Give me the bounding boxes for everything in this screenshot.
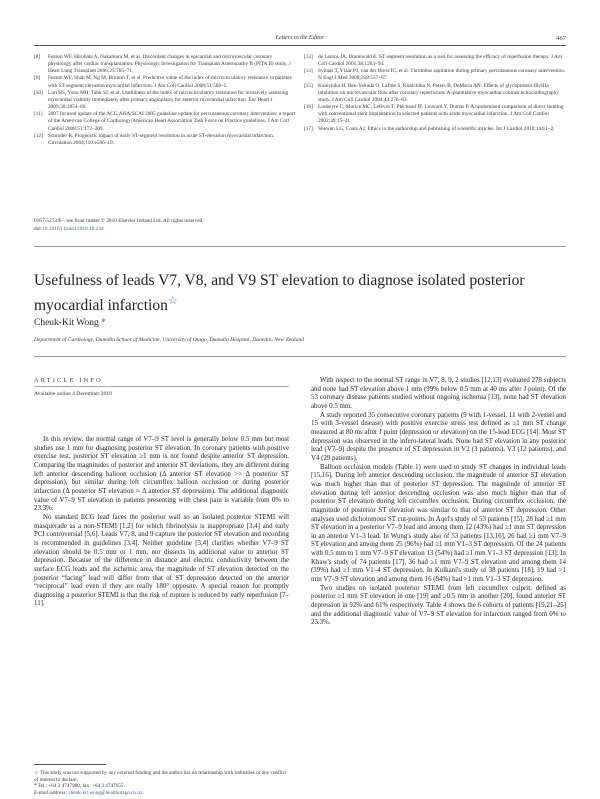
footnote-rule — [34, 764, 106, 765]
author-name: Cheuk-Kit Wong * — [34, 318, 106, 328]
email-link[interactable]: cheuk-kit.wong@healthotago.co.nz. — [68, 789, 144, 796]
reference-item[interactable]: [16] Loubeyre C, Morice MC, Lefèvre T, Piéchaud JF, Louvard Y, Dumas P. A randomized comparison of direct stenting with conventional stent implantation in selected patients with acute myocardial infarction. J Am Coll Cardiol 2002;39:15–21. — [304, 104, 564, 125]
funding-footnote: ☆ This study was not supported by any external funding and the author has no relationship with industries or any conflict of interest to declare. — [34, 770, 287, 783]
reference-item[interactable]: [10] Lim HS, Yoon MH, Tahk SJ, et al. Usefulness of the index of microcirculatory resistance for invasively assessing myocardial viability immediately after primary angioplasty for anterior myocardial infarction. Eur Heart J 2009;30:2854–60. — [34, 89, 289, 111]
footnotes — [34, 770, 289, 796]
article-info-heading: ARTICLE INFO — [34, 377, 103, 384]
page-number: 467 — [556, 35, 566, 42]
reference-item[interactable]: [17] Shewan LG, Coats AJ. Ethics in the authorship and publishing of scientific articles. Int J Cardiol 2010;144:1–2. — [304, 125, 555, 132]
running-title: Letters to the Editor — [275, 35, 325, 41]
reference-item[interactable]: [14] Svilaas T, Vlaar PJ, van der Horst IC, et al. Thrombus aspiration during primary percutaneous coronary intervention. N Engl J Med 2008;358:557–67. — [304, 68, 566, 82]
title-footnote-star-icon[interactable]: ☆ — [167, 295, 178, 307]
section-divider — [34, 246, 566, 247]
available-online: Available online 4 December 2010 — [34, 391, 112, 397]
copyright-line: 0167-5273/$ – see front matter © 2010 Elsevier Ireland Ltd. All rights reserved. — [34, 218, 204, 224]
references-right-column — [304, 54, 566, 133]
doi-line: doi:10.1016/j.ijcard.2010.10.134 — [34, 225, 104, 232]
author-footnote-mark[interactable]: * — [101, 318, 106, 328]
reference-item[interactable]: [12] Schroder R. Prognostic impact of early ST-segment resolution in acute ST-elevation myocardial infarction. Circulation 2004;110:e506–10. — [34, 132, 275, 146]
body-paragraph: Two studies on isolated posterior STEMI from left circumflex culprit, defined as posterior ≥1 mm ST elevation in one [19] and ≥0.5 mm in another [20], found anterior ST depression in 92% and 61% respectively. Table 4 shows the 6 cohorts of patients [19,21–25] and the additional diagnostic value of V7–9 ST elevation for infarction ranged from 0% to 23.3%. — [311, 584, 566, 627]
doi-link[interactable]: 10.1016/j.ijcard.2010.10.134 — [42, 225, 104, 232]
reference-item[interactable]: [8] Fearon WF, Hirohata A, Nakamura M, et al. Discordant changes in epicardial and microvascular coronary physiology after cardiac transplantation: Physiologic Investigation for Transplant Arteriopathy II (PITA II) study. J Heart Lung Transplant 2006;25:765–71. — [34, 54, 291, 75]
title-divider — [34, 356, 566, 357]
article-info-rule — [34, 386, 289, 387]
affiliation: Department of Cardiology, Dunedin School of Medicine, University of Otago, Dunedin Hospital, Dunedin, New Zealand — [34, 337, 304, 343]
body-paragraph: With respect to the normal ST range in V7, 8, 9, 2 studies [12,13] evaluated 278 subjects and none had ST elevation above 1 mm (99% below 0.5 mm at 40 ms after J point). Of the 53 coronary disease patients studied without ongoing ischemia [13], none had ST elevation above 0.5 mm. — [311, 377, 566, 410]
reference-item[interactable]: [15] Kunichika H, Ben-Yehuda O, Lafitte S, Kunichika N, Peters B, DeMaria AN. Effects of glycoprotein IIb/IIIa inhibition on microvascular flow after coronary reperfusion. A quantitative myocardial contrast echocardiography study. J Am Coll Cardiol 2004;43:276–83. — [304, 82, 559, 103]
reference-item[interactable]: [11] 2007 focused update of the ACC/AHA/SCAI 2005 guideline update for percutaneous coronary intervention: a report of the American College of Cardiology/American Heart Association Task Force on Practice guidelines. J Am Coll Cardiol 2008;51:172–209. — [34, 111, 296, 132]
copyright-block — [34, 218, 434, 233]
reference-item[interactable]: [13] de Lemos JA, Braunwald E. ST segment resolution as a tool for assessing the efficacy of reperfusion therapy. J Am Coll Cardiol 2001;38:1283–94. — [304, 54, 562, 68]
body-paragraph: No standard ECG lead faces the posterior wall so an isolated posterior STEMI will masquerade as a non-STEMI [1,2] for which fibrinolysis is inappropriate [3,4] and early PCI controversial [5,6]. Leads V7, 8, and 9 capture the posterior ST elevation and recording is recommended in guidelines [3,4]. Neither guideline [3,4] clarifies whether V7–9 ST elevation should be 0.5 mm or 1 mm, nor dissects its additional value to anterior ST depression. Because of the difference in distance and electric conductivity between the surface ECG leads and the ischemic area, the magnitude of ST elevation detected on the posterior “facing” lead will differ from that of ST depression detected on the anterior “reciprocal” lead even if they are really 180° opposite. A special reason for promptly diagnosing a posterior STEMI is that the risk of rupture is reduced by early reperfusion [7–11]. — [34, 513, 289, 608]
header-rule — [34, 45, 566, 46]
reference-item[interactable]: [9] Fearon WF, Shah M, Ng M, Brinton T, et al. Predictive value of the index of microcirculatory resistance in patients with ST-segment elevation myocardial infarction. J Am Coll Cardiol 2008;51:560–5. — [34, 75, 292, 89]
article-title: Usefulness of leads V7, V8, and V9 ST elevation to diagnose isolated posterior myocardial infarction☆ — [34, 272, 525, 315]
running-header — [0, 35, 600, 45]
contact-footnote: * Tel.: +64 3 4747980; fax: +64 3 4747655. — [34, 783, 125, 790]
body-paragraph: In this review, the normal range of V7–9 ST level is generally below 0.5 mm but most studies use 1 mm for diagnosing posterior ST elevation. In coronary patients with positive exercise test, posterior ST elevation ≥1 mm is not found despite anterior ST depression. Comparing the magnitudes of posterior and anterior ST deviations, they are different during left anterior descending balloon occlusion (Δ anterior ST elevation >> Δ posterior ST depression), but similar during left circumflex balloon occlusion or during posterior infarction (Δ posterior ST elevation ≈ Δ anterior ST depression). The additional diagnostic value of V7–9 ST elevation in patients presenting with chest pain is variable from 0% to 23.3%. — [34, 436, 289, 513]
body-paragraph: Balloon occlusion models (Table 1) were used to study ST changes in individual leads [15,16]. During left anterior descending occlusion, the magnitude of anterior ST elevation was much higher than that of posterior ST depression. The magnitude of anterior ST elevation during left anterior descending occlusion was also much higher than that of posterior ST elevation during left circumflex occlusion. During circumflex occlusion, the magnitude of posterior ST elevation was similar to that of anterior ST depression. Other analyses used dichotomous ST cut-points. In Aqel's study of 53 patients [15], 28 had ≥1 mm ST elevation in a posterior V7–9 lead and among them 12 (43%) had ≥1 mm ST depression in an anterior V1–3 lead. In Wung's study also of 53 patients [13,16], 26 had ≥1 mm V7–9 ST elevation and among them 25 (96%) had ≥1 mm V1–3 ST depression. Of the 24 patients with 0.5 mm to 1 mm V7–9 ST elevation 13 (54%) had ≥1 mm V1–3 ST depression [13]. In Khaw's study of 74 patients [17], 36 had ≥1 mm V7–9 ST elevation and among them 14 (39%) had ≥1 mm V1–4 ST depression. In Kulkani's study of 38 patients [18], 19 had >1 mm V7–9 ST elevation and among them 16 (84%) had >1 mm V1–3 ST depression. — [311, 463, 566, 584]
body-left-column — [34, 436, 289, 609]
body-paragraph: A study reported 35 consecutive coronary patients (9 with 1-vessel, 11 with 2-vessel and 15 with 3-vessel disease) with positive exercise stress test defined as ≥1 mm ST change measured at 80 ms after J point (depression or elevation) on the 15-lead ECG [14]. Most ST depression was observed in the infero-lateral leads. None had ST elevation in any posterior lead (V7–9) despite the presence of ST depression in V2 (3 patients), V3 (12 patients), and V4 (29 patients). — [311, 411, 566, 462]
references-left-column — [34, 54, 296, 147]
email-footnote: E-mail address: cheuk-kit.wong@healthotago.co.nz. — [34, 789, 144, 796]
body-right-column — [311, 377, 566, 628]
